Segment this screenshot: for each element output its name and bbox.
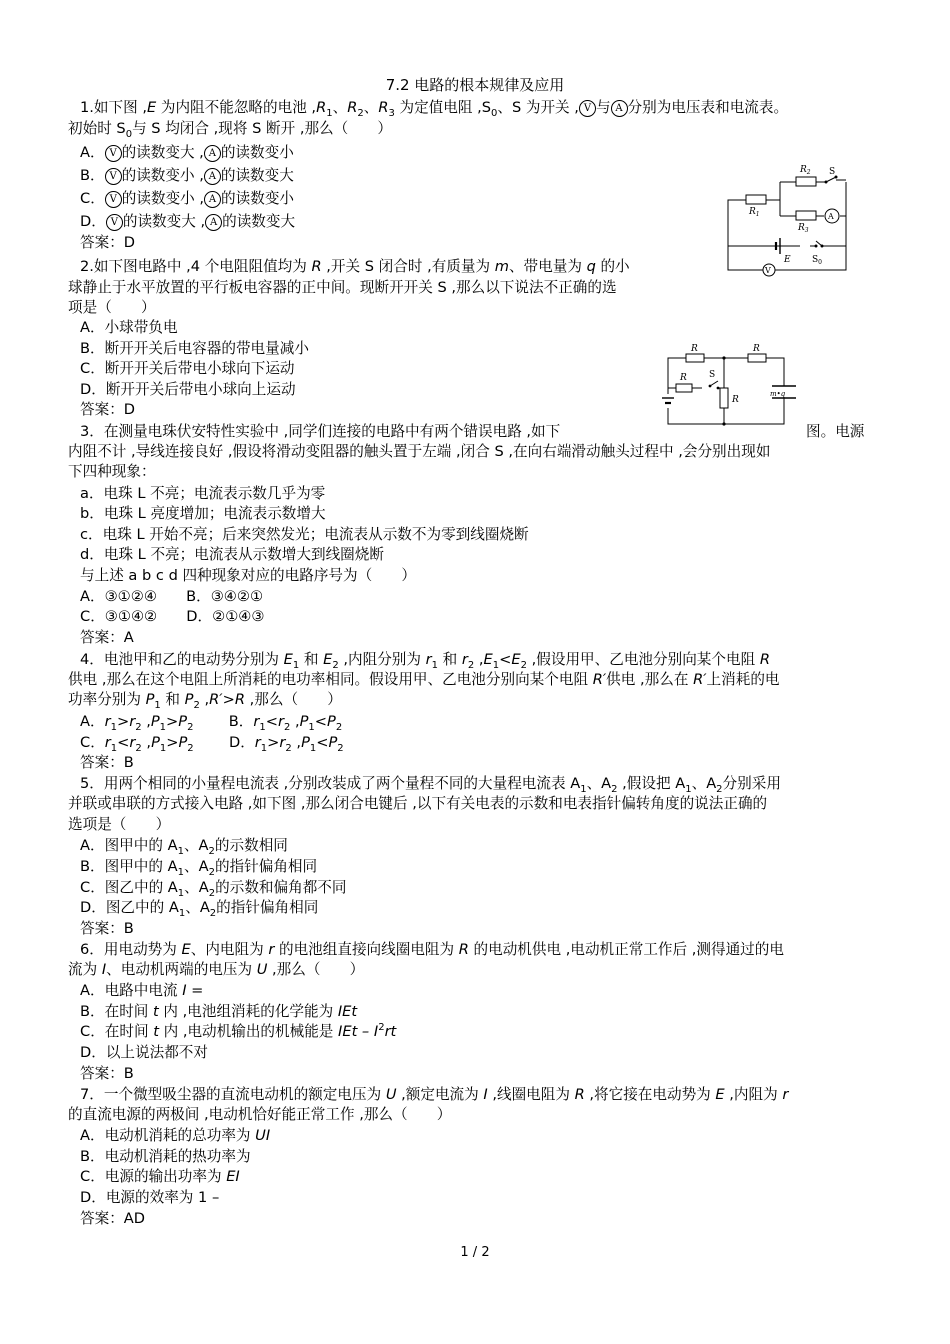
q1-line-1: 1.如下图 ,E 为内阻不能忽略的电池 $,R_1$、$R_2$、$R_3$ 为定值电阻 $,S_0$、S 为开关 , V 与 A 分别为电压表和电流表。 (80, 99, 789, 119)
q7-option-d: D．电源的效率为 1 – (80, 1189, 220, 1206)
q5-option-b: B．图甲中的 $A_1$、$A_2$的指针偏角相同 (80, 858, 318, 878)
voltmeter-icon: V (105, 168, 122, 185)
svg-text:R: R (753, 344, 760, 354)
q2-answer: 答案：D (80, 401, 136, 418)
q3-options-cd: C．③①④② D．②①④③ (80, 608, 265, 625)
q4-options-cd: C．$r_1<r_2$ $,P_1>P_2$ D．$r_1>r_2$ $,P_1<P_2$ (80, 734, 344, 754)
q3-question: 与上述 a b c d 四种现象对应的电路序号为（ ） (80, 567, 416, 584)
svg-text:R: R (691, 344, 698, 354)
svg-text:E: E (784, 255, 791, 265)
ammeter-icon: A (204, 191, 221, 208)
svg-text:S: S (829, 167, 836, 177)
q7-line-1: 7．一个微型吸尘器的直流电动机的额定电压为 U ,额定电流为 I ,线圈电阻为 R ,将它接在电动势为 E ,内阻为 r (80, 1086, 789, 1103)
q3-item-d: d．电珠 L 不亮；电流表从示数增大到线圈烧断 (80, 546, 384, 563)
voltmeter-icon: V (106, 214, 123, 231)
q2-option-d: D．断开开关后带电小球向上运动 (80, 381, 296, 398)
q5-option-a: A．图甲中的 $A_1$、$A_2$的示数相同 (80, 837, 288, 857)
q3-line-1: 3．在测量电珠伏安特性实验中 ,同学们连接的电路中有两个错误电路 ,如下 (80, 423, 561, 440)
q5-line-2: 并联或串联的方式接入电路 ,如下图 ,那么闭合电键后 ,以下有关电表的示数和电表指针偏转角度的说法正确的 (68, 795, 768, 812)
q2-option-a: A．小球带负电 (80, 319, 178, 336)
q1-option-a: A． V 的读数变大 , A 的读数变小 (80, 144, 294, 161)
q2-line-1: 2.如下图电路中 ,4 个电阻阻值均为 R ,开关 S 闭合时 ,有质量为 m、带电量为 q 的小 (80, 258, 630, 275)
svg-text:R1: $R_1$ (749, 207, 760, 218)
q3-line-3: 下四种现象： (68, 463, 156, 480)
q4-line-3: 功率分别为 $P_1$ 和 $P_2$ ,R′>R ,那么（ ） (68, 691, 342, 711)
ammeter-icon: A (611, 100, 628, 117)
q3-line-1-end: 图。电源 (806, 423, 865, 440)
q4-line-1: 4．电池甲和乙的电动势分别为 $E_1$ 和 $E_2$ ,内阻分别为 $r_1$ 和 $r_2$ $,E_1<E_2$ ,假设用甲、乙电池分别向某个电阻 R (80, 651, 770, 671)
q2-option-c: C．断开开关后带电小球向下运动 (80, 360, 295, 377)
q1-option-d: D． V 的读数变大 , A 的读数变大 (80, 213, 296, 230)
voltmeter-icon: V (105, 145, 122, 162)
q7-answer: 答案：AD (80, 1210, 146, 1227)
ammeter-icon: A (204, 168, 221, 185)
page-title: 7.2 电路的根本规律及应用 (385, 76, 565, 94)
circuit-diagram-2 (658, 342, 798, 430)
q6-line-2: 流为 I、电动机两端的电压为 U ,那么（ ） (68, 961, 365, 978)
q5-option-d: D．图乙中的 $A_1$、$A_2$的指针偏角相同 (80, 899, 319, 919)
svg-text:R2: $R_2$ (800, 165, 811, 176)
q2-option-b: B．断开开关后电容器的带电量减小 (80, 340, 309, 357)
q6-option-d: D．以上说法都不对 (80, 1044, 208, 1061)
svg-text:m•q: m•q (770, 390, 786, 398)
q3-item-a: a．电珠 L 不亮；电流表示数几乎为零 (80, 485, 326, 502)
svg-text:R3: $R_3$ (798, 223, 809, 234)
q6-option-a: A．电路中电流 I = (80, 982, 204, 999)
q4-answer: 答案：B (80, 754, 134, 771)
q7-line-2: 的直流电源的两极间 ,电动机恰好能正常工作 ,那么（ ） (68, 1106, 452, 1123)
q3-item-b: b．电珠 L 亮度增加；电流表示数增大 (80, 505, 326, 522)
q1-option-c: C． V 的读数变小 , A 的读数变小 (80, 190, 295, 207)
svg-text:S: S (709, 370, 716, 380)
q1-line-2: 初始时 $S_0$与 S 均闭合 ,现将 S 断开 ,那么（ ） (68, 120, 393, 140)
voltmeter-icon: V (105, 191, 122, 208)
q5-line-1: 5．用两个相同的小量程电流表 ,分别改装成了两个量程不同的大量程电流表 $A_1$、$A_2$ ,假设把 $A_1$、$A_2$分别采用 (80, 775, 781, 795)
svg-text:S0: $S_0$ (812, 255, 822, 266)
q6-line-1: 6．用电动势为 E、内电阻为 r 的电池组直接向线圈电阻为 R 的电动机供电 ,电动机正常工作后 ,测得通过的电 (80, 941, 784, 958)
q5-answer: 答案：B (80, 920, 134, 937)
q1-option-b: B． V 的读数变小 , A 的读数变大 (80, 167, 294, 184)
q1-answer: 答案：D (80, 234, 136, 251)
q4-line-2: 供电 ,那么在这个电阻上所消耗的电功率相同。假设用甲、乙电池分别向某个电阻 R′供电 ,那么在 R′上消耗的电 (68, 671, 780, 688)
q6-option-b: B．在时间 t 内 ,电池组消耗的化学能为 IEt (80, 1003, 358, 1020)
ammeter-icon: A (205, 214, 222, 231)
svg-text:R: R (732, 395, 739, 405)
q3-options-ab: A．③①②④ B．③④②① (80, 588, 264, 605)
q2-line-3: 项是（ ） (68, 299, 156, 316)
q6-answer: 答案：B (80, 1065, 134, 1082)
q7-option-b: B．电动机消耗的热功率为 (80, 1148, 251, 1165)
svg-text:V: V (765, 266, 771, 275)
q3-line-2: 内阻不计 ,导线连接良好 ,假设将滑动变阻器的触头置于左端 ,闭合 S ,在向右端滑动触头过程中 ,会分别出现如 (68, 443, 771, 460)
voltmeter-icon: V (579, 100, 596, 117)
svg-text:R: R (680, 373, 687, 383)
ammeter-icon: A (204, 145, 221, 162)
page-number: 1 / 2 (460, 1245, 490, 1260)
q7-option-a: A．电动机消耗的总功率为 UI (80, 1127, 271, 1144)
svg-text:A: A (828, 212, 834, 221)
q5-option-c: C．图乙中的 $A_1$、$A_2$的示数和偏角都不同 (80, 879, 347, 899)
circuit-diagram-1 (718, 158, 858, 280)
q7-option-c: C．电源的输出功率为 EI (80, 1168, 240, 1185)
q6-option-c: C．在时间 t 内 ,电动机输出的机械能是 IEt – $I^2rt$ (80, 1022, 397, 1040)
q2-line-2: 球静止于水平放置的平行板电容器的正中间。现断开开关 S ,那么以下说法不正确的选 (68, 279, 617, 296)
q5-line-3: 选项是（ ） (68, 816, 171, 833)
q4-options-ab: A．$r_1>r_2$ $,P_1>P_2$ B．$r_1<r_2$ $,P_1<P_2$ (80, 713, 343, 733)
q3-item-c: c．电珠 L 开始不亮；后来突然发光；电流表从示数不为零到线圈烧断 (80, 526, 529, 543)
q3-answer: 答案：A (80, 629, 134, 646)
